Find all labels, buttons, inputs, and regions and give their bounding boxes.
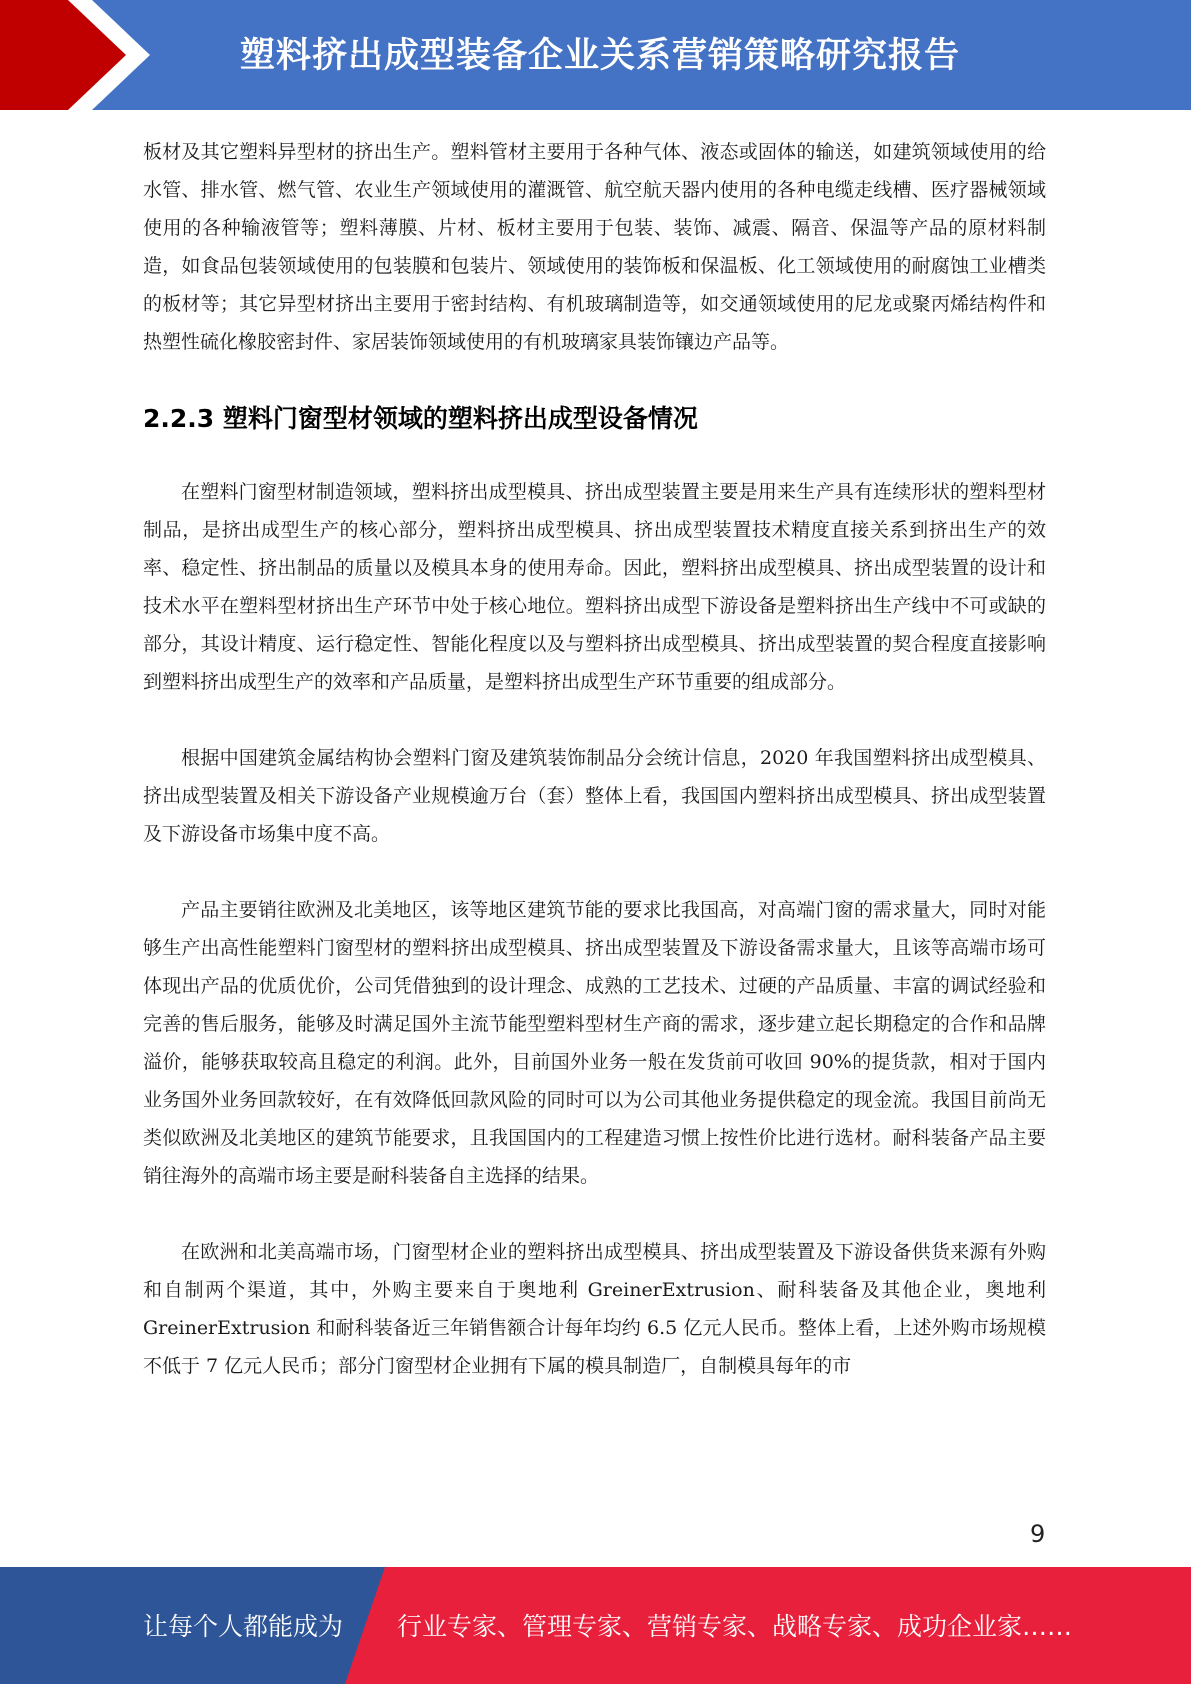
paragraph-4: 在欧洲和北美高端市场，门窗型材企业的塑料挤出成型模具、挤出成型装置及下游设备供货来源有外购和自制两个渠道，其中，外购主要来自于奥地利 GreinerExtrusion、耐科装备及其他企业，奥地利 GreinerExtrusion 和耐科装备近三年销售额合计每年均约 6.5 亿元人民币。整体上看，上述外购市场规模不低于 7 亿元人民币；部分门窗型材企业拥有下属的模具制造厂，自制模具每年的市: [143, 1241, 1046, 1377]
paragraph-2: 根据中国建筑金属结构协会塑料门窗及建筑装饰制品分会统计信息，2020 年我国塑料挤出成型模具、挤出成型装置及相关下游设备产业规模逾万台（套）整体上看，我国国内塑料挤出成型模具、挤出成型装置及下游设备市场集中度不高。: [143, 747, 1046, 845]
report-title: 塑料挤出成型装备企业关系营销策略研究报告: [240, 36, 961, 76]
footer-slogan-left: 让每个人都能成为: [143, 1612, 344, 1641]
document-body: [143, 133, 1046, 1385]
header-arrow-icon: [0, 0, 150, 110]
page-footer: [0, 1567, 1191, 1684]
footer-slogan-right: 行业专家、管理专家、营销专家、战略专家、成功企业家……: [397, 1612, 1073, 1641]
paragraph-1: 在塑料门窗型材制造领域，塑料挤出成型模具、挤出成型装置主要是用来生产具有连续形状的塑料型材制品，是挤出成型生产的核心部分，塑料挤出成型模具、挤出成型装置技术精度直接关系到挤出生产的效率、稳定性、挤出制品的质量以及模具本身的使用寿命。因此，塑料挤出成型模具、挤出成型装置的设计和技术水平在塑料型材挤出生产环节中处于核心地位。塑料挤出成型下游设备是塑料挤出生产线中不可或缺的部分，其设计精度、运行稳定性、智能化程度以及与塑料挤出成型模具、挤出成型装置的契合程度直接影响到塑料挤出成型生产的效率和产品质量，是塑料挤出成型生产环节重要的组成部分。: [143, 481, 1046, 693]
page-number: 9: [1030, 1520, 1046, 1548]
section-heading: 2.2.3 塑料门窗型材领域的塑料挤出成型设备情况: [143, 404, 698, 433]
intro-paragraph: 板材及其它塑料异型材的挤出生产。塑料管材主要用于各种气体、液态或固体的输送，如建筑领域使用的给水管、排水管、燃气管、农业生产领域使用的灌溉管、航空航天器内使用的各种电缆走线槽、医疗器械领域使用的各种输液管等；塑料薄膜、片材、板材主要用于包装、装饰、减震、隔音、保温等产品的原材料制造，如食品包装领域使用的包装膜和包装片、领域使用的装饰板和保温板、化工领域使用的耐腐蚀工业槽类的板材等；其它异型材挤出主要用于密封结构、有机玻璃制造等，如交通领域使用的尼龙或聚丙烯结构件和热塑性硫化橡胶密封件、家居装饰领域使用的有机玻璃家具装饰镶边产品等。: [143, 141, 1046, 353]
paragraph-3: 产品主要销往欧洲及北美地区，该等地区建筑节能的要求比我国高，对高端门窗的需求量大，同时对能够生产出高性能塑料门窗型材的塑料挤出成型模具、挤出成型装置及下游设备需求量大，且该等高端市场可体现出产品的优质优价，公司凭借独到的设计理念、成熟的工艺技术、过硬的产品质量、丰富的调试经验和完善的售后服务，能够及时满足国外主流节能型塑料型材生产商的需求，逐步建立起长期稳定的合作和品牌溢价，能够获取较高且稳定的利润。此外，目前国外业务一般在发货前可收回 90%的提货款，相对于国内业务国外业务回款较好，在有效降低回款风险的同时可以为公司其他业务提供稳定的现金流。我国目前尚无类似欧洲及北美地区的建筑节能要求，且我国国内的工程建造习惯上按性价比进行选材。耐科装备产品主要销往海外的高端市场主要是耐科装备自主选择的结果。: [143, 899, 1046, 1187]
page-header: [0, 0, 1191, 110]
